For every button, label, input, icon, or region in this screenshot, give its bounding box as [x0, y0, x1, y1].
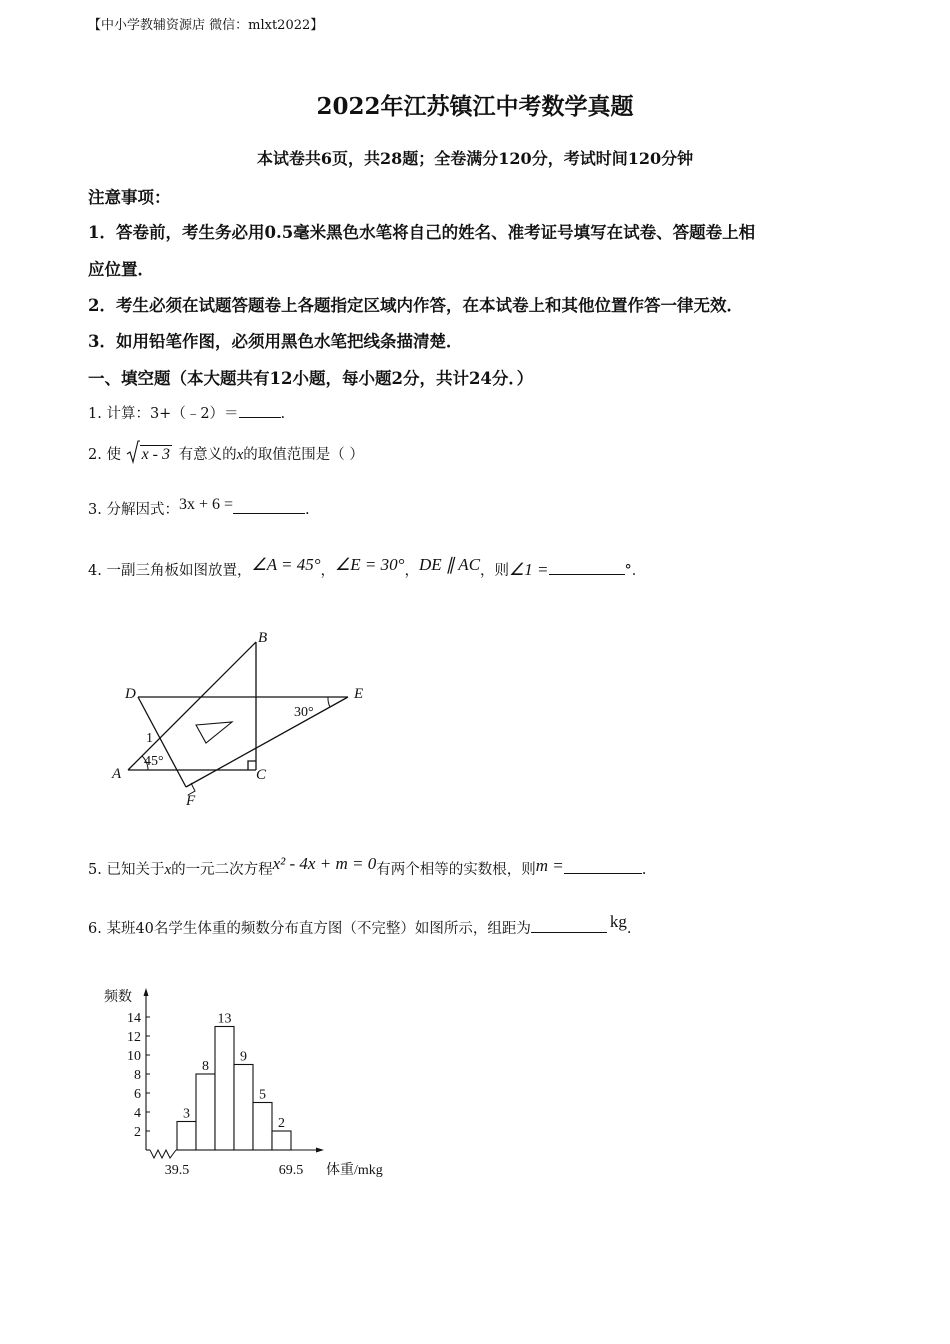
- note-2: 2．考生必须在试题答题卷上各题指定区域内作答，在本试卷上和其他位置作答一律无效．: [88, 296, 743, 315]
- label-angle-e: 30°: [294, 705, 314, 720]
- question-1-text: 1. 计算：3+（﹣2）＝: [88, 406, 239, 422]
- x-axis-label: 体重/mkg: [326, 1163, 383, 1178]
- y-axis-arrow-icon: [144, 988, 149, 996]
- label-c: C: [256, 767, 267, 783]
- y-tick-label: 12: [127, 1030, 141, 1045]
- question-3: 3. 分解因式：3x + 6 = .: [88, 496, 310, 518]
- y-axis-label: 频数: [104, 989, 132, 1005]
- y-tick-label: 14: [127, 1011, 141, 1026]
- question-2: 2. 使 x - 3 有意义的x的取值范围是（ ）: [88, 443, 364, 464]
- bar-value-label: 9: [240, 1049, 247, 1065]
- square-root-expression: x - 3: [126, 446, 172, 464]
- label-e: E: [354, 686, 364, 702]
- bar-value-label: 8: [202, 1059, 209, 1074]
- answer-blank: [233, 499, 305, 514]
- y-tick-label: 4: [134, 1106, 141, 1121]
- x-axis-arrow-icon: [316, 1148, 324, 1153]
- label-angle-1: 1: [146, 731, 153, 746]
- axis-break-icon: [150, 1150, 176, 1158]
- note-1-line-1: 1．答卷前，考生务必用0.5毫米黑色水笔将自己的姓名、准考证号填写在试卷、答题卷上相: [88, 223, 756, 242]
- answer-blank: [564, 859, 642, 874]
- bar-value-label: 2: [278, 1116, 285, 1131]
- y-tick-label: 6: [134, 1087, 141, 1102]
- y-tick-label: 10: [127, 1049, 141, 1064]
- y-tick-label: 8: [134, 1068, 141, 1083]
- x-tick-label: 69.5: [278, 1163, 304, 1178]
- notes-heading: 注意事项：: [88, 188, 171, 207]
- label-a: A: [112, 766, 122, 782]
- label-d: D: [125, 686, 136, 702]
- histogram-bar: [234, 1065, 253, 1151]
- label-f: F: [186, 793, 196, 809]
- triangle-figure: [108, 625, 378, 815]
- page-title: 2022年江苏镇江中考数学真题: [316, 93, 634, 120]
- right-angle-mark-c: [248, 761, 256, 770]
- frequency-histogram: [98, 980, 418, 1185]
- segment-fe: [186, 697, 348, 787]
- answer-blank: [531, 918, 607, 933]
- segment-ab: [128, 642, 256, 770]
- y-tick-label: 2: [134, 1125, 141, 1140]
- bar-value-label: 13: [217, 1011, 232, 1027]
- set-square-hole: [196, 722, 232, 743]
- question-4: 4. 一副三角板如图放置，∠A = 45°，∠E = 30°，DE ∥ AC，则∠1 = °．: [88, 555, 647, 579]
- bar-value-label: 5: [259, 1087, 266, 1103]
- answer-blank: [239, 403, 281, 418]
- label-angle-a: 45°: [144, 754, 164, 769]
- histogram-bar: [215, 1027, 234, 1151]
- exam-info: 本试卷共6页，共28题；全卷满分120分，考试时间120分钟: [256, 149, 694, 168]
- histogram-bar: [177, 1122, 196, 1151]
- watermark: 【中小学教辅资源店 微信：mlxt2022】: [88, 18, 324, 33]
- radical-sign-icon: [126, 440, 140, 464]
- section-heading: 一、填空题（本大题共有12小题，每小题2分，共计24分．）: [88, 369, 534, 388]
- answer-blank: [549, 560, 625, 575]
- question-6: 6. 某班40名学生体重的频数分布直方图（不完整）如图所示，组距为 kg.: [88, 912, 632, 937]
- histogram-bar: [272, 1131, 291, 1150]
- note-1-line-2: 应位置．: [88, 260, 154, 279]
- note-3: 3．如用铅笔作图，必须用黑色水笔把线条描清楚．: [88, 332, 463, 351]
- bar-value-label: 3: [183, 1106, 190, 1122]
- x-tick-label: 39.5: [164, 1163, 190, 1178]
- histogram-bar: [196, 1074, 215, 1150]
- question-5: 5. 已知关于x的一元二次方程x² - 4x + m = 0有两个相等的实数根，则m = .: [88, 854, 647, 878]
- question-1: 1. 计算：3+（﹣2）＝ .: [88, 402, 285, 423]
- label-b: B: [258, 630, 268, 646]
- histogram-bar: [253, 1103, 272, 1151]
- angle-arc-e: [328, 697, 330, 707]
